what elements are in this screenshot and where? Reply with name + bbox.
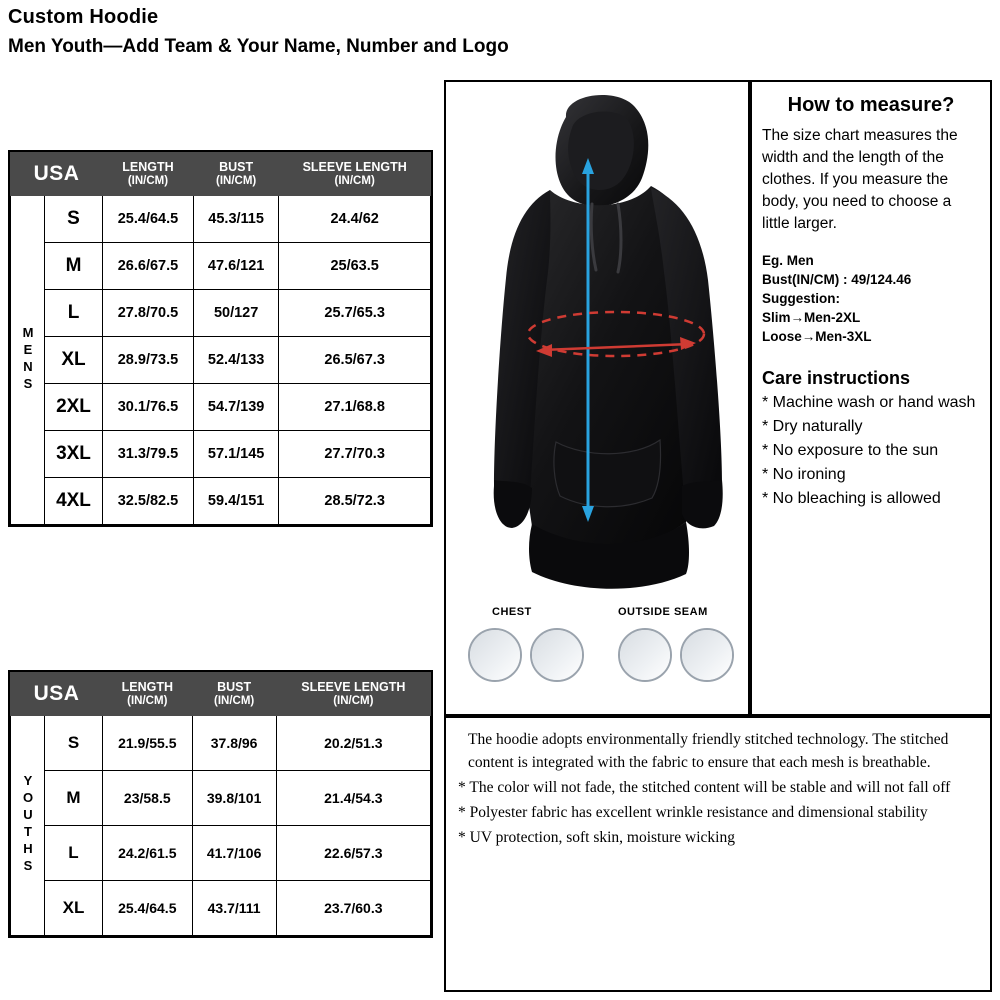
- cell-bust: 45.3/115: [193, 196, 278, 243]
- table-row: [11, 290, 431, 337]
- cell-size: L: [45, 290, 103, 337]
- cell-length: 30.1/76.5: [103, 384, 194, 431]
- table-row: [11, 826, 431, 881]
- cell-bust: 59.4/151: [193, 478, 278, 525]
- cell-sleeve: 21.4/54.3: [276, 771, 430, 826]
- column-header-bust: BUST (IN/CM): [193, 153, 278, 196]
- cell-bust: 47.6/121: [193, 243, 278, 290]
- outside-seam-up-icon: [618, 628, 672, 682]
- cell-size: 4XL: [45, 478, 103, 525]
- fabric-description-text: [458, 728, 978, 849]
- cell-sleeve: 27.1/68.8: [279, 384, 431, 431]
- page-title: Custom Hoodie: [8, 6, 159, 28]
- fabric-description-panel: [444, 716, 992, 992]
- cell-length: 25.4/64.5: [103, 881, 193, 936]
- cell-size: 3XL: [45, 431, 103, 478]
- cell-sleeve: 27.7/70.3: [279, 431, 431, 478]
- care-instructions-title: Care instructions: [762, 368, 911, 388]
- product-photo-panel: [444, 80, 750, 716]
- cell-bust: 50/127: [193, 290, 278, 337]
- example-line: Bust(IN/CM) : 49/124.46: [762, 272, 912, 287]
- cell-length: 26.6/67.5: [103, 243, 194, 290]
- care-item: * Dry naturally: [762, 418, 863, 435]
- cell-length: 24.2/61.5: [103, 826, 193, 881]
- cell-size: M: [45, 243, 103, 290]
- cell-size: XL: [45, 881, 103, 936]
- cell-sleeve: 25/63.5: [279, 243, 431, 290]
- group-label-youths: YOUTHS: [11, 716, 45, 936]
- cell-size: L: [45, 826, 103, 881]
- cell-bust: 37.8/96: [192, 716, 276, 771]
- care-item: * Machine wash or hand wash: [762, 394, 976, 411]
- chest-label: CHEST: [492, 606, 532, 618]
- cell-sleeve: 25.7/65.3: [279, 290, 431, 337]
- group-label-mens: MENS: [11, 196, 45, 525]
- header: [8, 4, 509, 60]
- description-paragraph: * Polyester fabric has excellent wrinkle resistance and dimensional stability: [458, 804, 928, 821]
- table-row: [11, 478, 431, 525]
- column-header-sleeve: SLEEVE LENGTH (IN/CM): [276, 673, 430, 716]
- table-row: [11, 243, 431, 290]
- column-header-bust: BUST (IN/CM): [192, 673, 276, 716]
- column-header-usa: USA: [11, 673, 103, 716]
- cell-sleeve: 23.7/60.3: [276, 881, 430, 936]
- cell-length: 28.9/73.5: [103, 337, 194, 384]
- description-paragraph: * The color will not fade, the stitched content will be stable and will not fall off: [458, 779, 951, 796]
- description-paragraph: * UV protection, soft skin, moisture wicking: [458, 829, 735, 846]
- example-line: Suggestion:: [762, 291, 840, 306]
- care-instructions-list: [762, 391, 980, 511]
- youth-size-table: [8, 670, 433, 938]
- example-line: Slim→Men-2XL: [762, 310, 861, 325]
- cell-bust: 43.7/111: [192, 881, 276, 936]
- cell-bust: 52.4/133: [193, 337, 278, 384]
- table-header-row: [11, 673, 431, 716]
- outside-seam-down-icon: [680, 628, 734, 682]
- how-to-measure-title: How to measure?: [787, 94, 955, 116]
- page-subtitle: Men Youth—Add Team & Your Name, Number and Logo: [8, 36, 509, 57]
- cell-length: 32.5/82.5: [103, 478, 194, 525]
- column-header-sleeve: SLEEVE LENGTH (IN/CM): [279, 153, 431, 196]
- cell-size: S: [45, 716, 103, 771]
- table-row: [11, 196, 431, 243]
- table-row: [11, 384, 431, 431]
- chest-left-icon: [468, 628, 522, 682]
- cell-sleeve: 26.5/67.3: [279, 337, 431, 384]
- cell-length: 31.3/79.5: [103, 431, 194, 478]
- cell-length: 21.9/55.5: [103, 716, 193, 771]
- cell-length: 25.4/64.5: [103, 196, 194, 243]
- column-header-length: LENGTH (IN/CM): [103, 153, 194, 196]
- chest-right-icon: [530, 628, 584, 682]
- table-row: [11, 337, 431, 384]
- example-line: Eg. Men: [762, 253, 814, 268]
- care-item: * No bleaching is allowed: [762, 490, 941, 507]
- cell-sleeve: 20.2/51.3: [276, 716, 430, 771]
- how-to-measure-body: The size chart measures the width and the length of the clothes. If you measure the body, you need to choose a little larger.: [762, 127, 958, 232]
- table-header-row: [11, 153, 431, 196]
- how-to-measure-panel: [750, 80, 992, 716]
- table-row: [11, 716, 431, 771]
- cell-size: M: [45, 771, 103, 826]
- cell-sleeve: 22.6/57.3: [276, 826, 430, 881]
- column-header-length: LENGTH (IN/CM): [103, 673, 193, 716]
- care-item: * No exposure to the sun: [762, 442, 939, 459]
- cell-size: 2XL: [45, 384, 103, 431]
- cell-size: S: [45, 196, 103, 243]
- mens-size-table: [8, 150, 433, 527]
- cell-sleeve: 28.5/72.3: [279, 478, 431, 525]
- description-paragraph: The hoodie adopts environmentally friendly stitched technology. The stitched content is integrated with the fabric to ensure that each mesh is breathable.: [468, 731, 949, 771]
- outside-seam-label: OUTSIDE SEAM: [618, 606, 708, 618]
- table-row: [11, 881, 431, 936]
- cell-length: 27.8/70.5: [103, 290, 194, 337]
- cell-bust: 41.7/106: [192, 826, 276, 881]
- cell-size: XL: [45, 337, 103, 384]
- table-row: [11, 771, 431, 826]
- column-header-usa: USA: [11, 153, 103, 196]
- cell-bust: 57.1/145: [193, 431, 278, 478]
- care-item: * No ironing: [762, 466, 846, 483]
- table-row: [11, 431, 431, 478]
- cell-length: 23/58.5: [103, 771, 193, 826]
- cell-bust: 54.7/139: [193, 384, 278, 431]
- example-block: [762, 251, 980, 346]
- measure-icons: [446, 602, 748, 714]
- cell-bust: 39.8/101: [192, 771, 276, 826]
- example-line: Loose→Men-3XL: [762, 329, 872, 344]
- hoodie-illustration: [446, 82, 748, 602]
- cell-sleeve: 24.4/62: [279, 196, 431, 243]
